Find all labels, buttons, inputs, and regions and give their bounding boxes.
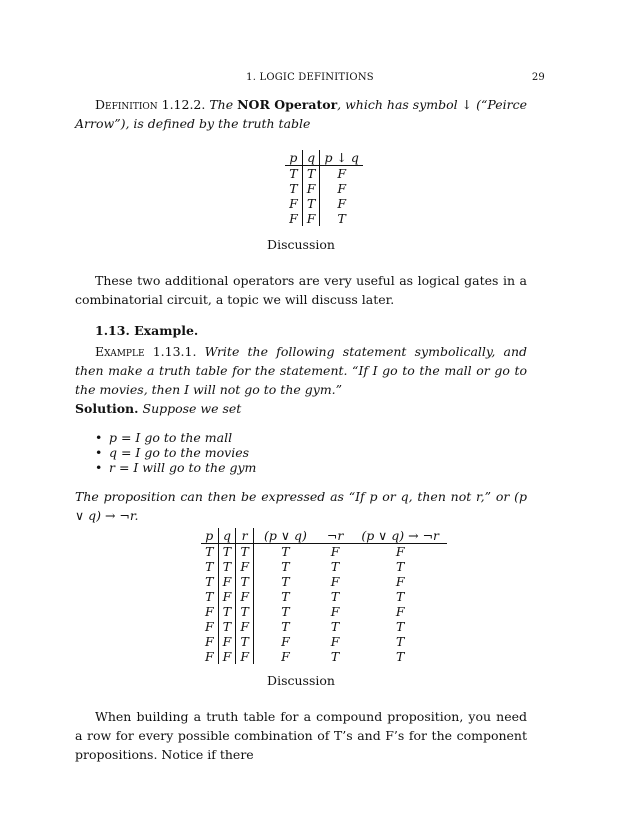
table-row xyxy=(285,181,363,196)
table-cell: T xyxy=(201,544,218,560)
table-cell: T xyxy=(218,619,236,634)
table-cell: F xyxy=(218,574,236,589)
table-cell: F xyxy=(236,649,254,664)
table-cell: T xyxy=(218,559,236,574)
table-cell: F xyxy=(395,544,405,559)
table-cell: F xyxy=(395,604,405,619)
discussion-paragraph-1: These two additional operators are very useful as logical gates in a combinatorial circuit, a topic we will discuss later. xyxy=(75,273,527,307)
table-cell: T xyxy=(281,544,290,559)
table-cell: T xyxy=(396,634,405,649)
table-cell: T xyxy=(281,604,290,619)
definition-text-before: The xyxy=(209,97,234,112)
table-cell: F xyxy=(337,181,347,196)
table-cell: T xyxy=(281,619,290,634)
table-cell: T xyxy=(218,544,236,560)
table-cell: F xyxy=(201,649,218,664)
column-header: r xyxy=(236,528,254,544)
example-label: Example 1.13.1. xyxy=(95,344,197,359)
table-cell: T xyxy=(236,604,254,619)
table-cell: T xyxy=(201,574,218,589)
table-cell: T xyxy=(201,589,218,604)
table-cell: T xyxy=(396,559,405,574)
discussion-paragraph-2: When building a truth table for a compound proposition, you need a row for every possible combination of T’s and F’s for the component propositions. Notice if there xyxy=(75,709,527,762)
discussion-heading-1: Discussion xyxy=(267,237,335,252)
column-header: (p ∨ q) xyxy=(254,528,317,544)
table-cell: T xyxy=(218,604,236,619)
proposition-paragraph: The proposition can then be expressed as “If p or q, then not r,” or (p ∨ q) → ¬r. xyxy=(75,489,527,523)
table-row xyxy=(285,211,363,226)
solution-paragraph xyxy=(75,400,527,419)
discussion-heading-2: Discussion xyxy=(267,673,335,688)
table-row xyxy=(201,574,447,589)
table-row xyxy=(201,559,447,574)
list-item: • r = I will go to the gym xyxy=(93,460,513,475)
table-cell: T xyxy=(302,166,320,182)
table-cell: T xyxy=(285,181,302,196)
big-table-wrapper xyxy=(0,528,638,664)
table-body xyxy=(201,544,447,665)
table-cell: T xyxy=(330,649,340,664)
nor-truth-table xyxy=(285,150,363,226)
solution-label: Solution. xyxy=(75,401,139,416)
page-number: 29 xyxy=(531,72,545,83)
definition-term: NOR Operator xyxy=(237,97,338,112)
table-cell: T xyxy=(236,574,254,589)
definition-text-after: , which has symbol ↓ (“Peirce Arrow”), is defined by the truth table xyxy=(75,97,527,131)
table-cell: T xyxy=(396,649,405,664)
table-cell: F xyxy=(330,544,340,559)
table-cell: T xyxy=(281,559,290,574)
table-cell: F xyxy=(218,589,236,604)
solution-intro: Suppose we set xyxy=(142,401,242,416)
table-row xyxy=(201,634,447,649)
table-row xyxy=(285,166,363,182)
table-cell: T xyxy=(302,196,320,211)
table-cell: T xyxy=(330,559,340,574)
table-header-row xyxy=(201,528,447,544)
table-cell: F xyxy=(236,619,254,634)
table-cell: T xyxy=(236,544,254,560)
table-cell: F xyxy=(281,634,290,649)
column-header: p ↓ q xyxy=(320,150,363,166)
table-cell: T xyxy=(396,589,405,604)
table-cell: F xyxy=(302,211,320,226)
column-header: ¬r xyxy=(317,528,353,544)
list-item: • p = I go to the mall xyxy=(93,430,513,445)
table-body xyxy=(285,166,363,227)
column-header: q xyxy=(302,150,320,166)
table-cell: F xyxy=(281,649,290,664)
table-cell: T xyxy=(330,619,340,634)
table-cell: F xyxy=(330,634,340,649)
definition-label: Definition 1.12.2. xyxy=(95,97,206,112)
example-text: Write the following statement symbolically, and then make a truth table for the statement. “If I go to the mall or go to the movies, then I will not go to the gym.” xyxy=(75,344,527,397)
column-header: (p ∨ q) → ¬r xyxy=(353,528,447,544)
table-cell: T xyxy=(236,634,254,649)
table-header-row xyxy=(285,150,363,166)
table-cell: T xyxy=(330,589,340,604)
table-cell: F xyxy=(337,166,347,181)
table-cell: F xyxy=(201,604,218,619)
variable-list xyxy=(93,430,513,475)
table-cell: F xyxy=(201,634,218,649)
table-cell: F xyxy=(201,619,218,634)
table-row xyxy=(201,604,447,619)
list-item: • q = I go to the movies xyxy=(93,445,513,460)
table-cell: F xyxy=(218,634,236,649)
column-header: p xyxy=(285,150,302,166)
table-cell: T xyxy=(337,211,346,226)
table-row xyxy=(285,196,363,211)
table-cell: F xyxy=(330,604,340,619)
table-cell: F xyxy=(302,181,320,196)
table-cell: F xyxy=(395,574,405,589)
table-cell: F xyxy=(285,196,302,211)
table-cell: T xyxy=(285,166,302,182)
column-header: q xyxy=(218,528,236,544)
table-row xyxy=(201,619,447,634)
nor-table-wrapper xyxy=(0,150,638,226)
table-row xyxy=(201,649,447,664)
example-paragraph xyxy=(75,343,527,399)
table-cell: T xyxy=(396,619,405,634)
table-cell: F xyxy=(218,649,236,664)
table-cell: F xyxy=(337,196,347,211)
definition-paragraph xyxy=(75,96,527,134)
table-cell: F xyxy=(236,559,254,574)
table-cell: T xyxy=(201,559,218,574)
table-cell: T xyxy=(281,589,290,604)
table-row xyxy=(201,544,447,560)
table-row xyxy=(201,589,447,604)
table-cell: F xyxy=(236,589,254,604)
table-cell: T xyxy=(281,574,290,589)
running-title: 1. LOGIC DEFINITIONS xyxy=(246,72,374,83)
compound-truth-table xyxy=(201,528,447,664)
section-title: 1.13. Example. xyxy=(95,323,199,338)
column-header: p xyxy=(201,528,218,544)
table-cell: F xyxy=(330,574,340,589)
table-cell: F xyxy=(285,211,302,226)
